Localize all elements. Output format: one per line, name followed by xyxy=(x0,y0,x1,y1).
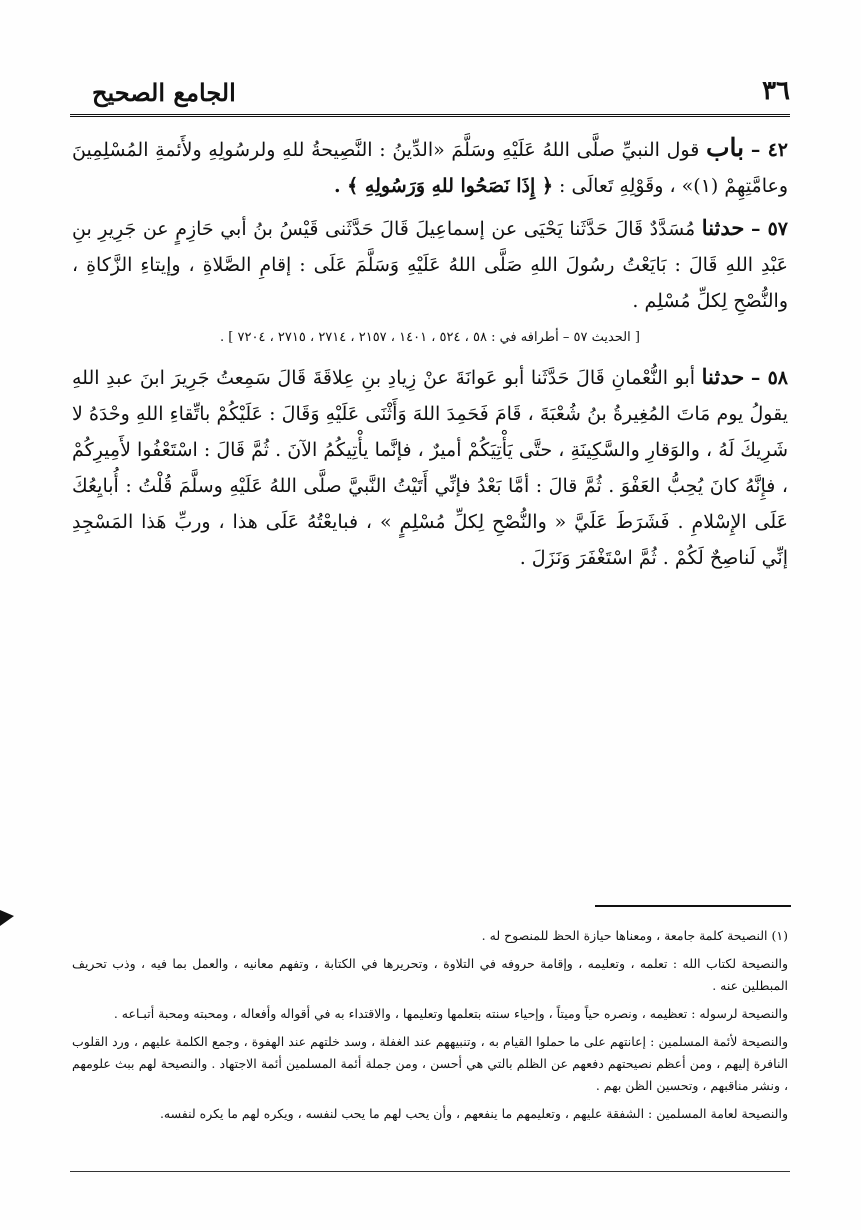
hadith-57-text: مُسَدَّدٌ قَالَ حَدَّثَنا يَحْيَى عن إسماعِيلَ قَالَ حَدَّثَنى قَيْسُ بنُ أبي حَازِمٍ عن جَرِيرِ بنِ عَبْدِ اللهِ قَالَ : بَايَعْتُ رسُولَ اللهِ صَلَّى اللهُ عَلَيْهِ وَسَلَّمَ عَلَى : إقامِ الصَّلاةِ ، وإيتاءِ الزَّكاةِ ، والنُّصْحِ لِكلِّ مُسْلِم . xyxy=(72,218,789,312)
main-text xyxy=(72,130,788,582)
hadith-58-haddathana: حدثنا xyxy=(701,364,745,389)
hadith-58-text: أبو النُّعْمانِ قَالَ حَدَّثَنا أبو عَوانَةَ عنْ زِيادِ بنِ عِلاقَةَ قَالَ سَمِعتُ جَرِيرَ ابنَ عبدِ اللهِ يقولُ يوم مَاتَ المُغِيرةُ بنُ شُعْبَةَ ، قَامَ فَحَمِدَ اللهَ وَأَثْنَى عَلَيْهِ وَقَالَ : عَلَيْكُمْ باتِّقاءِ اللهِ وحْدَهُ لا شَرِيكَ لَهُ ، والوَقارِ والسَّكِينَةِ ، حتَّى يَأْتِيَكُمْ أميرٌ ، فإنَّما يأْتِيكُمُ الآنَ . ثُمَّ قَالَ : اسْتَعْفُوا لأَمِيرِكُمْ ، فإِنَّهُ كانَ يُحِبُّ العَفْوَ . ثُمَّ قالَ : أمَّا بَعْدُ فإنِّي أَتَيْتُ النَّبيَّ صلَّى اللهُ عَلَيْهِ وسلَّمَ قُلْتُ : أُبايِعُكَ عَلَى الإِسْلامِ . فَشَرَطَ عَلَيَّ « والنُّصْحِ لِكلِّ مُسْلِمٍ » ، فبايعْتُهُ عَلَى هذا ، وربِّ هَذا المَسْجِدِ إنِّي لَناصِحٌ لَكُمْ . ثُمَّ اسْتَغْفَرَ وَنَزَلَ . xyxy=(72,367,788,569)
footnote-rule xyxy=(595,905,791,907)
chapter-heading xyxy=(72,130,788,204)
hadith-58 xyxy=(72,359,788,576)
chapter-word: باب xyxy=(706,133,745,162)
footnote-paragraph: (١) النصيحة كلمة جامعة ، ومعناها حيازة الحظ للمنصوح له . xyxy=(481,928,788,943)
hadith-58-number: ٥٨ – xyxy=(750,367,788,389)
hadith-57-number: ٥٧ – xyxy=(750,218,788,240)
book-title: الجامع الصحيح xyxy=(92,78,236,107)
page-number: ٣٦ xyxy=(762,76,790,106)
footnote-paragraph: والنصيحة لكتاب الله : تعلمه ، وتعليمه ، وإقامة حروفه في التلاوة ، وتحريرها في الكتابة ، وتفهم معانيه ، والعمل بما فيه ، وذب تحريف المبطلين عنه . xyxy=(72,956,788,993)
quran-verse: ﴿ إِذَا نَصَحُوا للهِ وَرَسُولِهِ ﴾ . xyxy=(333,175,553,197)
footnote-paragraph: والنصيحة لأئمة المسلمين : إعانتهم على ما حملوا القيام به ، وتنبيههم عند الغفلة ، وسد خلتهم عند الهفوة ، وجمع الكلمة عليهم ، ورد القلوب النافرة إليهم ، ومن أعظم نصيحتهم دفعهم عن الظلم بالتي هي أحسن ، ومن جملة أئمة المسلمين أئمة الاجتهاد . والنصيحة لهم ببث علومهم ، ونشر مناقبهم ، وتحسين الظن بهم . xyxy=(72,1034,788,1093)
bottom-rule xyxy=(70,1171,790,1172)
footnotes xyxy=(72,925,788,1131)
footnote-paragraph: والنصيحة لعامة المسلمين : الشفقة عليهم ، وتعليمهم ما ينفعهم ، وأن يحب لهم ما يحب لنفسه ، ويكره لهم ما يكره لنفسه. xyxy=(159,1106,788,1121)
scan-margin-mark xyxy=(0,910,14,926)
header-rule xyxy=(70,114,790,117)
hadith-57 xyxy=(72,210,788,319)
chapter-number: ٤٢ – xyxy=(750,139,788,161)
page-header xyxy=(70,76,790,112)
hadith-57-haddathana: حدثنا xyxy=(701,215,745,240)
hadith-57-references: [ الحديث ٥٧ – أطرافه في : ٥٨ ، ٥٢٤ ، ١٤٠١ ، ٢١٥٧ ، ٢٧١٤ ، ٢٧١٥ ، ٧٢٠٤ ] . xyxy=(220,330,640,345)
chapter-text: قول النبيِّ صلَّى اللهُ عَلَيْهِ وسَلَّمَ «الدِّينُ : النَّصِيحةُ للهِ ولرسُولِهِ ولأَئمةِ المُسْلِمِينَ وعامَّتِهِمْ (١)» ، وقَوْلِهِ تَعالَى : xyxy=(72,139,788,197)
footnote-paragraph: والنصيحة لرسوله : تعظيمه ، ونصره حياً وميتاً ، وإحياء سنته بتعلمها وتعليمها ، والاقتداء به في أقواله وأفعاله ، ومحبته ومحبة أتبـاعه . xyxy=(113,1006,788,1021)
